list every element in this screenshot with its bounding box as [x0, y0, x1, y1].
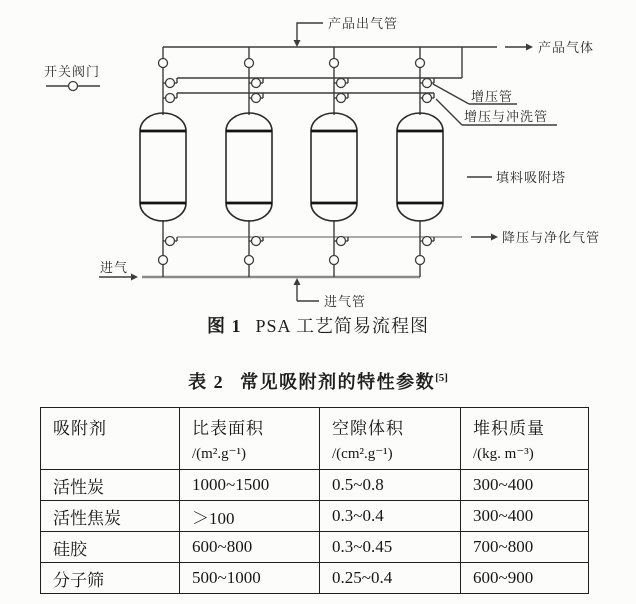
- table-row: [41, 501, 589, 532]
- arrow-up-icon: [294, 278, 301, 285]
- column-header-adsorbent: 吸附剂: [41, 408, 180, 470]
- boost-pipe-callout: [433, 84, 517, 104]
- product-gas-label: 产品气体: [538, 40, 595, 55]
- cell-bulk-density: 700~800: [461, 532, 589, 563]
- product-out-pipe-callout: [294, 16, 399, 47]
- cell-surface-area: 1000~1500: [180, 470, 320, 501]
- inlet-pipe-callout: [294, 278, 367, 309]
- depressure-pipe-callout: [471, 230, 600, 245]
- arrow-down-icon: [294, 40, 301, 47]
- column-header-bulk-density: 堆积质量 /(kg. m⁻³): [461, 408, 589, 470]
- cell-bulk-density: 300~400: [461, 501, 589, 532]
- adsorption-tower-1: [140, 47, 186, 277]
- cell-adsorbent: 活性焦炭: [41, 501, 180, 532]
- unit-label: /(m².g⁻¹): [192, 446, 246, 462]
- depressure-pipe-label: 降压与净化气管: [502, 230, 601, 245]
- adsorption-tower-2: [226, 47, 272, 277]
- cell-surface-area: 500~1000: [180, 563, 320, 594]
- inlet-gas-callout: [99, 260, 138, 281]
- boost-flush-pipe-label: 增压与冲洗管: [464, 109, 549, 124]
- table-number: 表 2: [188, 372, 225, 392]
- arrow-right-icon: [491, 234, 498, 241]
- cell-void-volume: 0.25~0.4: [320, 563, 461, 594]
- cell-void-volume: 0.3~0.45: [320, 532, 461, 563]
- cell-void-volume: 0.3~0.4: [320, 501, 461, 532]
- figure-caption: [0, 312, 636, 338]
- unit-label: /(kg. m⁻³): [473, 446, 534, 462]
- table-header-row: [41, 408, 589, 470]
- adsorption-tower-3: [311, 47, 357, 277]
- table-row: [41, 470, 589, 501]
- product-out-pipe-label: 产品出气管: [328, 16, 399, 31]
- cell-adsorbent: 活性炭: [41, 470, 180, 501]
- arrow-right-icon: [131, 274, 138, 281]
- table-row: [41, 532, 589, 563]
- cell-bulk-density: 300~400: [461, 470, 589, 501]
- table-row: [41, 563, 589, 594]
- reference-marker: [5]: [435, 372, 448, 384]
- inlet-pipe-label: 进气管: [324, 294, 367, 309]
- inlet-gas-label: 进气: [100, 260, 129, 275]
- valve-icon: [69, 82, 78, 91]
- cell-adsorbent: 硅胶: [41, 532, 180, 563]
- unit-label: /(cm².g⁻¹): [332, 446, 393, 462]
- packed-tower-callout: [467, 170, 566, 185]
- packed-tower-label: 填料吸附塔: [496, 170, 567, 185]
- figure-title: PSA 工艺简易流程图: [255, 316, 430, 336]
- cell-surface-area: ＞100: [180, 501, 320, 532]
- arrow-right-icon: [526, 44, 533, 51]
- boost-pipe-label: 增压管: [471, 89, 514, 104]
- table-title: [0, 368, 636, 394]
- table-title-text: 常见吸附剂的特性参数: [240, 372, 436, 392]
- column-header-void-volume: 空隙体积 /(cm².g⁻¹): [320, 408, 461, 470]
- cell-adsorbent: 分子筛: [41, 563, 180, 594]
- column-header-surface-area: 比表面积 /(m².g⁻¹): [180, 408, 320, 470]
- figure-number: 图 1: [206, 316, 242, 336]
- switch-valve-label: 开关阀门: [44, 64, 101, 79]
- cell-surface-area: 600~800: [180, 532, 320, 563]
- cell-void-volume: 0.5~0.8: [320, 470, 461, 501]
- adsorbent-table: [40, 407, 589, 594]
- product-gas-callout: [505, 40, 594, 55]
- valve-legend: [44, 64, 100, 91]
- adsorption-tower-4: [397, 47, 443, 277]
- cell-bulk-density: 600~900: [461, 563, 589, 594]
